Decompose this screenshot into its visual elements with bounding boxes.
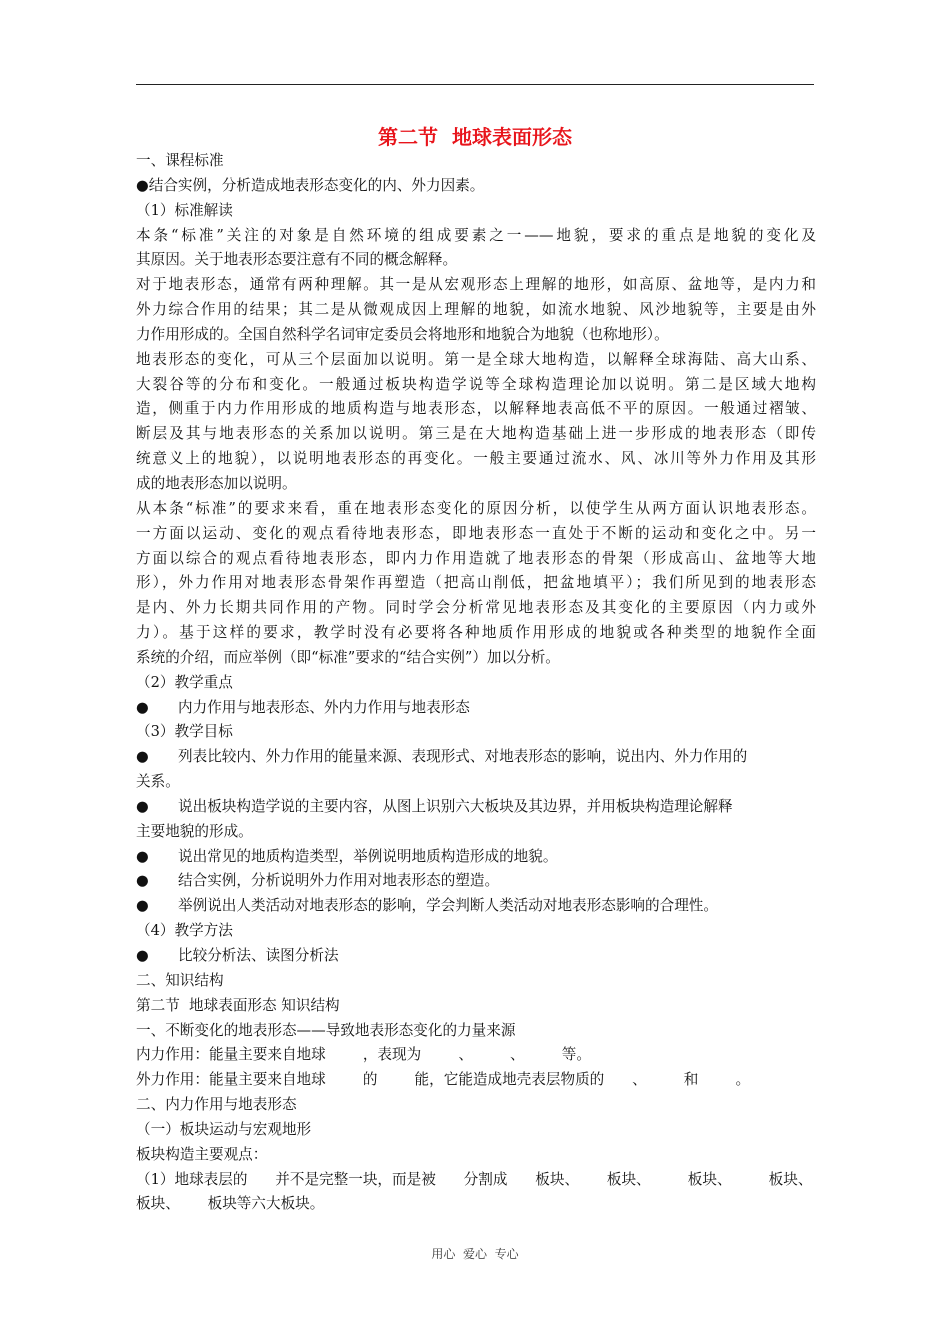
subsection-heading: （2）教学重点 xyxy=(136,673,233,691)
page-title: 第二节 地球表面形态 xyxy=(378,125,572,149)
bullet-text: 结合实例，分析说明外力作用对地表形态的塑造。 xyxy=(178,872,500,890)
bullet-icon: ● xyxy=(136,698,149,716)
structure-label: 板块构造主要观点： xyxy=(136,1145,268,1163)
bullet-icon: ● xyxy=(136,748,149,766)
paragraph-line: 形），外力作用对地表形态骨架作再塑造（把高山削低，把盆地填平）；我们所见到的地表形态 xyxy=(136,574,816,592)
paragraph-line: 力）。基于这样的要求，教学时没有必要将各种地质作用形成的地貌或各种类型的地貌作全面 xyxy=(136,624,816,642)
header-rule xyxy=(136,84,814,85)
bullet-text: 举例说出人类活动对地表形态的影响，学会判断人类活动对地表形态影响的合理性。 xyxy=(178,897,718,915)
bullet-item xyxy=(136,845,816,870)
bullet-icon: ● xyxy=(136,797,149,815)
bullet-icon: ● xyxy=(136,847,149,865)
bullet-text: 列表比较内、外力作用的能量来源、表现形式、对地表形态的影响，说出内、外力作用的 xyxy=(178,748,748,766)
paragraph-line: 方面以综合的观点看待地表形态，即内力作用造就了地表形态的骨架（形成高山、盆地等大地 xyxy=(136,549,816,567)
document-body xyxy=(136,149,816,1217)
structure-subheading: （一）板块运动与宏观地形 xyxy=(136,1120,312,1138)
fill-in-line: （1）地球表层的 并不是完整一块，而是被 分割成 板块、 板块、 板块、 板块、 xyxy=(136,1170,813,1188)
bullet-item xyxy=(136,894,816,919)
subsection-heading: （1）标准解读 xyxy=(136,201,233,219)
page-footer: 用心 爱心 专心 xyxy=(431,1247,519,1261)
paragraph-line: 力作用形成的。全国自然科学名词审定委员会将地形和地貌合为地貌（也称地形）。 xyxy=(136,325,669,343)
paragraph-line: 成的地表形态加以说明。 xyxy=(136,474,297,492)
subsection-heading: （4）教学方法 xyxy=(136,922,233,940)
bullet-item xyxy=(136,696,816,721)
bullet-item xyxy=(136,944,816,969)
bullet-icon: ● xyxy=(136,947,149,964)
bullet-text: 说出板块构造学说的主要内容，从图上识别六大板块及其边界，并用板块构造理论解释 xyxy=(178,797,733,815)
paragraph-line: 造，侧重于内力作用形成的地质构造与地表形态，以解释地表高低不平的原因。一般通过褶皱、 xyxy=(136,400,816,418)
paragraph-line: 地表形态的变化，可从三个层面加以说明。第一是全球大地构造，以解释全球海陆、高大山系、 xyxy=(136,350,816,368)
paragraph-line: 大裂谷等的分布和变化。一般通过板块构造学说等全球构造理论加以说明。第二是区域大地构 xyxy=(136,375,816,393)
bullet-text: 比较分析法、读图分析法 xyxy=(178,947,339,964)
structure-heading: 二、内力作用与地表形态 xyxy=(136,1096,297,1114)
bullet-item xyxy=(136,745,816,770)
fill-in-line: 内力作用：能量主要来自地球 ，表现为 、 、 等。 xyxy=(136,1046,591,1064)
fill-in-line: 板块、 板块等六大板块。 xyxy=(136,1195,325,1213)
bullet-text: 说出常见的地质构造类型，举例说明地质构造形成的地貌。 xyxy=(178,847,558,865)
paragraph-line: 本条“标准”关注的对象是自然环境的组成要素之一——地貌，要求的重点是地貌的变化及 xyxy=(136,226,816,244)
paragraph-line: 外力综合作用的结果；其二是从微观成因上理解的地貌，如流水地貌、风沙地貌等，主要是由外 xyxy=(136,301,816,319)
structure-title: 第二节 地球表面形态 知识结构 xyxy=(136,996,340,1014)
paragraph-line: 系统的介绍，而应举例（即“标准”要求的“结合实例”）加以分析。 xyxy=(136,648,560,666)
bullet-icon: ● xyxy=(136,872,149,890)
subsection-heading: （3）教学目标 xyxy=(136,723,233,741)
paragraph-line: 断层及其与地表形态的关系加以说明。第三是在大地构造基础上进一步形成的地表形态（即传 xyxy=(136,425,816,443)
bullet-text: 内力作用与地表形态、外内力作用与地表形态 xyxy=(178,698,470,716)
paragraph-line: 是内、外力长期共同作用的产物。同时学会分析常见地表形态及其变化的主要原因（内力或外 xyxy=(136,599,816,617)
paragraph-line: 一方面以运动、变化的观点看待地表形态，即地表形态一直处于不断的运动和变化之中。另一 xyxy=(136,524,816,542)
fill-in-line: 外力作用：能量主要来自地球 的 能，它能造成地壳表层物质的 、 和 。 xyxy=(136,1071,751,1089)
section-heading: 二、知识结构 xyxy=(136,971,224,989)
paragraph-line: 从本条“标准”的要求来看，重在地表形态变化的原因分析，以使学生从两方面认识地表形态。 xyxy=(136,499,816,517)
bullet-item xyxy=(136,869,816,894)
structure-heading: 一、不断变化的地表形态——导致地表形态变化的力量来源 xyxy=(136,1021,516,1039)
bullet-continuation: 主要地貌的形成。 xyxy=(136,822,253,840)
bullet-continuation: 关系。 xyxy=(136,773,180,791)
standard-item: ●结合实例，分析造成地表形态变化的内、外力因素。 xyxy=(136,176,485,194)
paragraph-line: 对于地表形态，通常有两种理解。其一是从宏观形态上理解的地形，如高原、盆地等，是内力和 xyxy=(136,276,816,294)
bullet-item xyxy=(136,795,816,820)
bullet-icon: ● xyxy=(136,897,149,915)
paragraph-line: 其原因。关于地表形态要注意有不同的概念解释。 xyxy=(136,251,458,269)
section-heading: 一、课程标准 xyxy=(136,152,224,169)
paragraph-line: 统意义上的地貌），以说明地表形态的再变化。一般主要通过流水、风、冰川等外力作用及其形 xyxy=(136,450,816,468)
